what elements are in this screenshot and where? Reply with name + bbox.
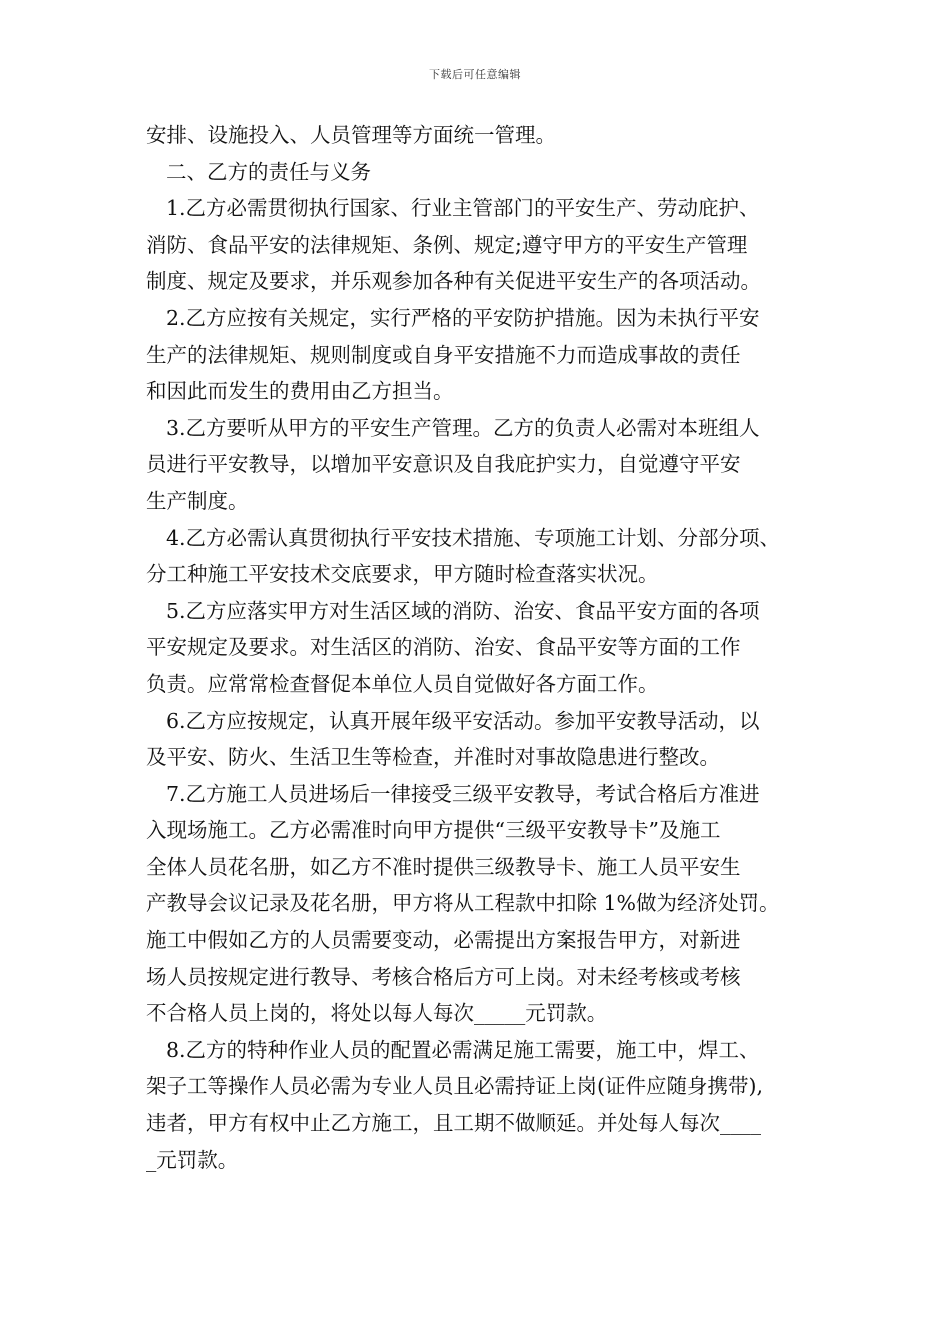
text-line: 5.乙方应落实甲方对生活区域的消防、治安、食品平安方面的各项 xyxy=(166,598,760,623)
text-line: 6.乙方应按规定，认真开展年级平安活动。参加平安教导活动，以 xyxy=(166,708,760,733)
text-line: 消防、食品平安的法律规矩、条例、规定;遵守甲方的平安生产管理 xyxy=(146,232,748,257)
page-header: 下载后可任意编辑 xyxy=(429,68,521,81)
document-body xyxy=(146,117,822,1178)
text-line: 生产制度。 xyxy=(146,488,249,513)
text-line: 负责。应常常检查督促本单位人员自觉做好各方面工作。 xyxy=(146,671,659,696)
text-line: 1.乙方必需贯彻执行国家、行业主管部门的平安生产、劳动庇护、 xyxy=(166,196,760,221)
text-line: 违者，甲方有权中止乙方施工，且工期不做顺延。并处每人每次____ xyxy=(146,1111,761,1136)
text-line: _元罚款。 xyxy=(146,1147,239,1172)
text-line: 3.乙方要听从甲方的平安生产管理。乙方的负责人必需对本班组人 xyxy=(166,415,760,440)
text-line: 员进行平安教导，以增加平安意识及自我庇护实力，自觉遵守平安 xyxy=(146,452,741,477)
text-line: 场人员按规定进行教导、考核合格后方可上岗。对未经考核或考核 xyxy=(146,964,741,989)
text-line: 生产的法律规矩、规则制度或自身平安措施不力而造成事故的责任 xyxy=(146,342,741,367)
text-line: 及平安、防火、生活卫生等检查，并准时对事故隐患进行整改。 xyxy=(146,745,720,770)
text-line: 7.乙方施工人员进场后一律接受三级平安教导，考试合格后方准进 xyxy=(166,781,760,806)
text-line: 8.乙方的特种作业人员的配置必需满足施工需要，施工中，焊工、 xyxy=(166,1037,760,1062)
text-line: 产教导会议记录及花名册，甲方将从工程款中扣除 1%做为经济处罚。 xyxy=(146,891,780,916)
text-line: 2.乙方应按有关规定，实行严格的平安防护措施。因为未执行平安 xyxy=(166,305,760,330)
text-line: 二、乙方的责任与义务 xyxy=(166,159,371,184)
text-line: 入现场施工。乙方必需准时向甲方提供“三级平安教导卡”及施工 xyxy=(146,818,721,843)
text-line: 平安规定及要求。对生活区的消防、治安、食品平安等方面的工作 xyxy=(146,635,741,660)
text-line: 架子工等操作人员必需为专业人员且必需持证上岗(证件应随身携带), xyxy=(146,1074,764,1099)
text-line: 不合格人员上岗的，将处以每人每次_____元罚款。 xyxy=(146,1001,608,1026)
text-line: 安排、设施投入、人员管理等方面统一管理。 xyxy=(146,123,556,147)
text-line: 全体人员花名册，如乙方不准时提供三级教导卡、施工人员平安生 xyxy=(146,854,741,879)
text-line: 和因此而发生的费用由乙方担当。 xyxy=(146,379,454,404)
text-line: 施工中假如乙方的人员需要变动，必需提出方案报告甲方，对新进 xyxy=(146,928,741,953)
text-line: 4.乙方必需认真贯彻执行平安技术措施、专项施工计划、分部分项、 xyxy=(166,525,781,550)
text-line: 分工种施工平安技术交底要求，甲方随时检查落实状况。 xyxy=(146,562,659,587)
text-line: 制度、规定及要求，并乐观参加各种有关促进平安生产的各项活动。 xyxy=(146,269,761,294)
